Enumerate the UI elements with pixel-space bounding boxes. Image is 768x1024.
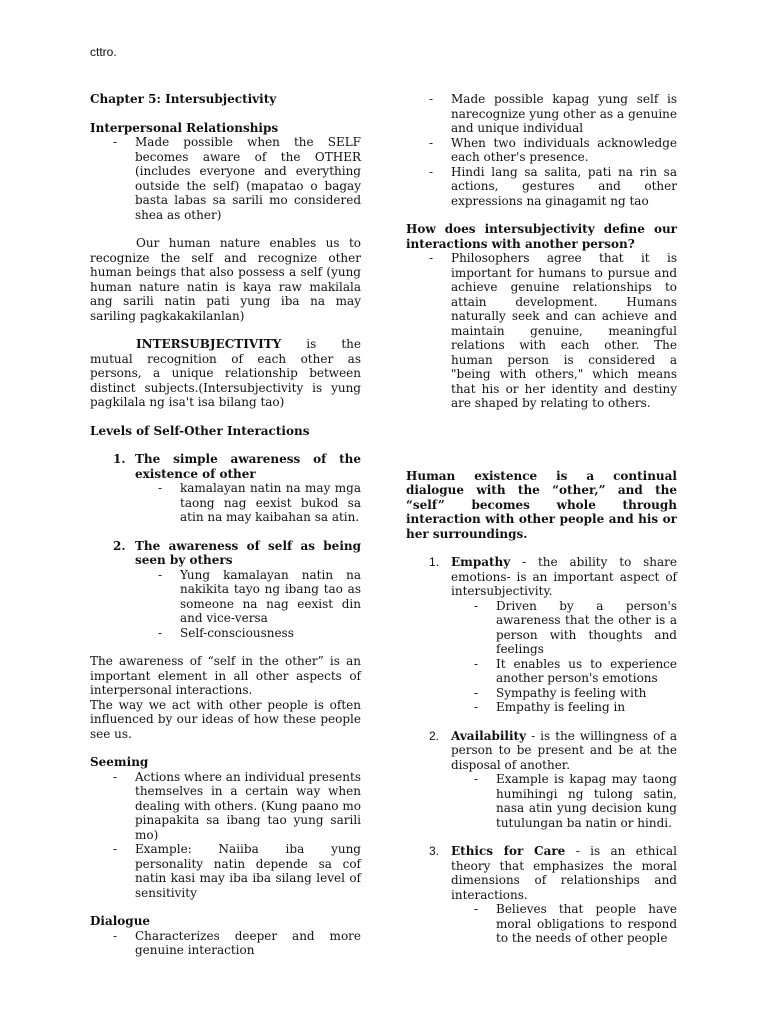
trait-term: Empathy — [451, 555, 511, 569]
trait-item-availability — [406, 729, 677, 831]
trait-definition: - is an ethical theory that emphasizes the moral dimensions of relationships and interactions. — [451, 844, 677, 902]
empathy-note: - It enables us to experience another person's emotions — [451, 657, 677, 686]
dialogue-item: - Characterizes deeper and more genuine interaction — [90, 929, 361, 958]
trait-body — [451, 555, 677, 599]
trait-definition: - the ability to share emotions- is an important aspect of intersubjectivity. — [451, 555, 677, 598]
left-column — [90, 92, 361, 958]
trait-term: Availability — [451, 728, 527, 743]
level-notes — [135, 481, 361, 525]
level-note: - kamalayan natin na may mga taong nag eexist bukod sa atin na may kaibahan sa atin. — [135, 481, 361, 525]
ethics-notes — [451, 902, 677, 946]
trait-number: 3. — [429, 844, 440, 858]
philosophers-item: - Philosophers agree that it is important for humans to pursue and achieve genuine relationships to attain development. Humans naturally seek and can achieve and maintain genuine, meaningful relations with each other. The human person is considered a "being with others," which means that his or her identity and destiny are shaped by relating to others. — [406, 251, 677, 411]
dialogue-item: - Made possible kapag yung self is narecognize yung other as a genuine and unique individual — [406, 92, 677, 136]
level-note: - Self-consciousness — [135, 626, 361, 641]
right-column — [406, 92, 677, 946]
human-nature-paragraph: Our human nature enables us to recognize the self and recognize other human beings that also possess a self (yung human nature natin is kaya raw makilala ang sarili natin pati yung iba na may sariling pagkakakilanlan) — [90, 236, 361, 323]
dialogue-list — [90, 929, 361, 958]
intersubjectivity-term: INTERSUBJECTIVITY — [136, 337, 282, 351]
interpersonal-heading: Interpersonal Relationships — [90, 120, 279, 135]
level-item — [90, 452, 361, 525]
level-title: The awareness of self as being seen by others — [135, 538, 361, 567]
interpersonal-list — [90, 135, 361, 222]
empathy-note: - Driven by a person's awareness that the other is a person with thoughts and feelings — [451, 599, 677, 657]
dialogue-heading: Dialogue — [90, 914, 151, 928]
levels-heading: Levels of Self-Other Interactions — [90, 423, 310, 438]
seeming-item: - Example: Naiiba iba yung personality natin depende sa cof natin kasi may iba iba silang level of sensitivity — [90, 842, 361, 900]
availability-notes — [451, 772, 677, 830]
trait-definition: - is the willingness of a person to be present and be at the disposal of another. — [451, 728, 677, 772]
trait-body — [451, 844, 677, 902]
level-number: 2. — [113, 538, 126, 553]
level-number: 1. — [113, 452, 126, 466]
awareness-paragraph: The awareness of “self in the other” is an important element in all other aspects of interpersonal interactions. — [90, 654, 361, 697]
dialogue-list-continued — [406, 92, 677, 208]
philosophers-list — [406, 251, 677, 411]
level-notes — [135, 568, 361, 641]
dialogue-item: - Hindi lang sa salita, pati na rin sa actions, gestures and other expressions na ginagamit ng tao — [406, 165, 677, 209]
traits-list — [406, 555, 677, 946]
way-we-act-paragraph: The way we act with other people is often influenced by our ideas of how these people see us. — [90, 697, 361, 741]
trait-item-ethics — [406, 844, 677, 946]
intersubjectivity-definition: is the mutual recognition of each other as persons, a unique relationship between distinct subjects.(Intersubjectivity is yung pagkilala ng isa't isa bilang tao) — [90, 337, 361, 409]
question-heading: How does intersubjectivity define our interactions with another person? — [406, 222, 677, 251]
intersubjectivity-paragraph — [90, 337, 361, 410]
dialogue-item: - When two individuals acknowledge each other's presence. — [406, 136, 677, 165]
trait-number: 1. — [429, 555, 440, 569]
trait-body — [451, 729, 677, 773]
chapter-title: Chapter 5: Intersubjectivity — [90, 92, 277, 106]
level-title: The simple awareness of the existence of other — [135, 452, 361, 481]
empathy-note: - Empathy is feeling in — [451, 700, 677, 715]
seeming-heading: Seeming — [90, 755, 149, 769]
seeming-list — [90, 770, 361, 901]
level-note: - Yung kamalayan natin na nakikita tayo ng ibang tao as someone na nag eexist din and vice-versa — [135, 568, 361, 626]
trait-term: Ethics for Care — [451, 844, 566, 858]
availability-note: - Example is kapag may taong humihingi ng tulong satin, nasa atin yung decision kung tutulungan ba natin or hindi. — [451, 772, 677, 830]
empathy-notes — [451, 599, 677, 715]
seeming-item: - Actions where an individual presents themselves in a certain way when dealing with others. (Kung paano mo pinapakita sa ibang tao yung sarili mo) — [90, 770, 361, 843]
trait-number: 2. — [429, 728, 440, 743]
levels-list — [90, 452, 361, 640]
existence-heading: Human existence is a continual dialogue with the “other,” and the “self” becomes whole through interaction with other people and his or her surroundings. — [406, 468, 677, 541]
credit-text: cttro. — [90, 45, 117, 59]
empathy-note: - Sympathy is feeling with — [451, 686, 677, 701]
ethics-note: - Believes that people have moral obligations to respond to the needs of other people — [451, 902, 677, 946]
trait-item-empathy — [406, 555, 677, 715]
interpersonal-item: - Made possible when the SELF becomes aware of the OTHER (includes everyone and everything outside the self) (mapatao o bagay basta labas sa sarili mo considered shea as other) — [90, 135, 361, 222]
level-item — [90, 539, 361, 641]
